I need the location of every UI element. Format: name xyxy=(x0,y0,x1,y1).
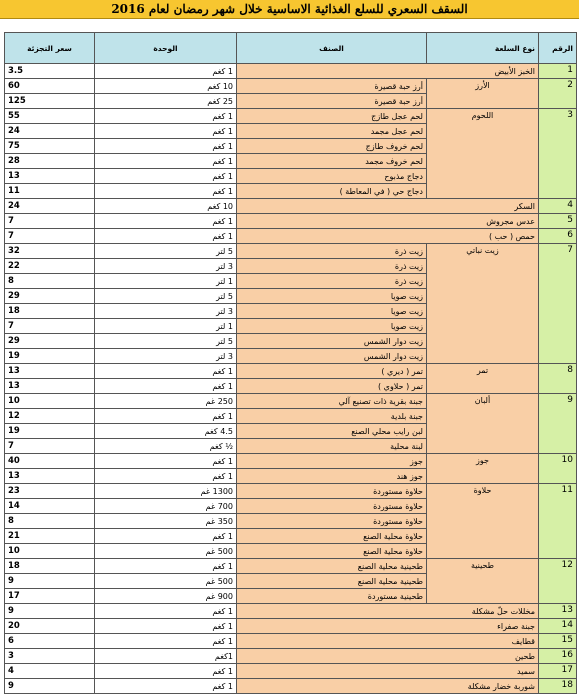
retail-price: 7 xyxy=(5,319,95,334)
retail-price: 3 xyxy=(5,649,95,664)
item-description: مخللات حلّ مشكلة xyxy=(237,604,539,619)
item-unit: 10 كغم xyxy=(95,199,237,214)
item-unit: 5 لتر xyxy=(95,289,237,304)
item-description: طحينية محلية الصنع xyxy=(237,574,427,589)
item-description: حلاوة مستوردة xyxy=(237,484,427,499)
table-row xyxy=(5,244,577,259)
commodity-type: جوز xyxy=(427,454,539,484)
item-description: زيت ذرة xyxy=(237,274,427,289)
item-description: زيت دوار الشمس xyxy=(237,334,427,349)
header-desc: الصنف xyxy=(237,33,427,64)
item-number: 12 xyxy=(539,559,577,604)
item-description: جوز xyxy=(237,454,427,469)
item-description: زيت صويا xyxy=(237,289,427,304)
retail-price: 24 xyxy=(5,124,95,139)
item-unit: 900 غم xyxy=(95,589,237,604)
item-description: لحم عجل طازج xyxy=(237,109,427,124)
retail-price: 55 xyxy=(5,109,95,124)
item-description: عدس مجروش xyxy=(237,214,539,229)
retail-price: 22 xyxy=(5,259,95,274)
table-row xyxy=(5,559,577,574)
item-description: سميد xyxy=(237,664,539,679)
retail-price: 60 xyxy=(5,79,95,94)
item-description: الخبز الأبيض xyxy=(237,64,539,79)
retail-price: 24 xyxy=(5,199,95,214)
item-unit: 1 كغم xyxy=(95,229,237,244)
retail-price: 29 xyxy=(5,334,95,349)
item-number: 16 xyxy=(539,649,577,664)
commodity-type: الأرز xyxy=(427,79,539,109)
retail-price: 40 xyxy=(5,454,95,469)
retail-price: 19 xyxy=(5,349,95,364)
item-description: أرز حبة قصيرة xyxy=(237,94,427,109)
item-description: لحم عجل مجمد xyxy=(237,124,427,139)
retail-price: 7 xyxy=(5,229,95,244)
item-number: 17 xyxy=(539,664,577,679)
header-unit: الوحدة xyxy=(95,33,237,64)
item-unit: 4.5 كغم xyxy=(95,424,237,439)
retail-price: 6 xyxy=(5,634,95,649)
retail-price: 7 xyxy=(5,214,95,229)
item-description: زيت صويا xyxy=(237,319,427,334)
item-unit: 10 كغم xyxy=(95,79,237,94)
price-table xyxy=(4,32,577,694)
retail-price: 23 xyxy=(5,484,95,499)
item-unit: 1 كغم xyxy=(95,364,237,379)
commodity-type: زيت نباتي xyxy=(427,244,539,364)
retail-price: 8 xyxy=(5,514,95,529)
retail-price: 18 xyxy=(5,304,95,319)
item-unit: 1 كغم xyxy=(95,679,237,694)
retail-price: 3.5 xyxy=(5,64,95,79)
item-unit: 1 كغم xyxy=(95,139,237,154)
item-unit: 1 كغم xyxy=(95,109,237,124)
item-unit: ½ كغم xyxy=(95,439,237,454)
table-header-row xyxy=(5,33,577,64)
item-number: 2 xyxy=(539,79,577,109)
item-description: حلاوة مستوردة xyxy=(237,514,427,529)
item-number: 15 xyxy=(539,634,577,649)
retail-price: 75 xyxy=(5,139,95,154)
item-unit: 1 كغم xyxy=(95,469,237,484)
item-unit: 3 لتر xyxy=(95,349,237,364)
retail-price: 9 xyxy=(5,679,95,694)
retail-price: 13 xyxy=(5,469,95,484)
item-unit: 1 لتر xyxy=(95,274,237,289)
item-unit: 1300 غم xyxy=(95,484,237,499)
item-unit: 1 كغم xyxy=(95,409,237,424)
header-price: سعر التجزئة xyxy=(5,33,95,64)
item-description: لبنة محلية xyxy=(237,439,427,454)
item-number: 11 xyxy=(539,484,577,559)
item-description: دجاج مذبوح xyxy=(237,169,427,184)
retail-price: 7 xyxy=(5,439,95,454)
item-unit: 500 غم xyxy=(95,574,237,589)
item-number: 13 xyxy=(539,604,577,619)
item-description: تمر ( حلاوي ) xyxy=(237,379,427,394)
commodity-type: تمر xyxy=(427,364,539,394)
retail-price: 8 xyxy=(5,274,95,289)
retail-price: 29 xyxy=(5,289,95,304)
retail-price: 13 xyxy=(5,364,95,379)
retail-price: 17 xyxy=(5,589,95,604)
item-unit: 1 لتر xyxy=(95,319,237,334)
retail-price: 4 xyxy=(5,664,95,679)
retail-price: 125 xyxy=(5,94,95,109)
item-description: لبن رايب محلي الصنع xyxy=(237,424,427,439)
item-description: جبنة بقرية ذات تصنيع آلي xyxy=(237,394,427,409)
commodity-type: اللحوم xyxy=(427,109,539,199)
item-unit: 1 كغم xyxy=(95,154,237,169)
retail-price: 19 xyxy=(5,424,95,439)
item-description: أرز حبة قصيرة xyxy=(237,79,427,94)
retail-price: 28 xyxy=(5,154,95,169)
item-unit: 1 كغم xyxy=(95,559,237,574)
retail-price: 20 xyxy=(5,619,95,634)
table-row xyxy=(5,649,577,664)
item-description: لحم خروف طازج xyxy=(237,139,427,154)
item-unit: 1 كغم xyxy=(95,184,237,199)
item-description: جبنة بلدية xyxy=(237,409,427,424)
item-description: زيت ذرة xyxy=(237,259,427,274)
table-row xyxy=(5,199,577,214)
item-description: دجاج حي ( في المعاطة ) xyxy=(237,184,427,199)
table-row xyxy=(5,64,577,79)
item-description: طحينية محلية الصنع xyxy=(237,559,427,574)
item-description: زيت ذرة xyxy=(237,244,427,259)
item-unit: 3 لتر xyxy=(95,304,237,319)
item-description: زيت دوار الشمس xyxy=(237,349,427,364)
item-unit: 1 كغم xyxy=(95,529,237,544)
item-unit: 1 كغم xyxy=(95,379,237,394)
retail-price: 32 xyxy=(5,244,95,259)
table-body xyxy=(5,64,577,694)
retail-price: 21 xyxy=(5,529,95,544)
item-description: طحين xyxy=(237,649,539,664)
item-number: 10 xyxy=(539,454,577,484)
item-number: 4 xyxy=(539,199,577,214)
item-description: السكر xyxy=(237,199,539,214)
item-description: زيت صويا xyxy=(237,304,427,319)
item-unit: 1 كغم xyxy=(95,664,237,679)
retail-price: 9 xyxy=(5,574,95,589)
commodity-type: حلاوة xyxy=(427,484,539,559)
item-unit: 1 كغم xyxy=(95,634,237,649)
item-description: حلاوة مستوردة xyxy=(237,499,427,514)
item-number: 18 xyxy=(539,679,577,694)
commodity-type: طحينية xyxy=(427,559,539,604)
item-unit: 5 لتر xyxy=(95,334,237,349)
header-type: نوع السلعة xyxy=(427,33,539,64)
table-row xyxy=(5,664,577,679)
item-description: حمص ( حب ) xyxy=(237,229,539,244)
item-unit: 5 لتر xyxy=(95,244,237,259)
item-description: جوز هند xyxy=(237,469,427,484)
table-row xyxy=(5,394,577,409)
retail-price: 18 xyxy=(5,559,95,574)
item-number: 1 xyxy=(539,64,577,79)
item-number: 9 xyxy=(539,394,577,454)
item-number: 8 xyxy=(539,364,577,394)
item-unit: 1 كغم xyxy=(95,64,237,79)
table-row xyxy=(5,484,577,499)
item-unit: 1 كغم xyxy=(95,124,237,139)
table-row xyxy=(5,604,577,619)
item-unit: 25 كغم xyxy=(95,94,237,109)
table-row xyxy=(5,229,577,244)
retail-price: 12 xyxy=(5,409,95,424)
table-row xyxy=(5,364,577,379)
table-row xyxy=(5,109,577,124)
item-unit: 1 كغم xyxy=(95,169,237,184)
item-unit: 1 كغم xyxy=(95,454,237,469)
item-number: 6 xyxy=(539,229,577,244)
retail-price: 10 xyxy=(5,544,95,559)
item-description: قطايف xyxy=(237,634,539,649)
page-title: السقف السعري للسلع الغذائية الاساسية خلال شهر رمضان لعام 2016 xyxy=(0,0,579,19)
item-description: طحينية مستوردة xyxy=(237,589,427,604)
table-row xyxy=(5,454,577,469)
item-number: 7 xyxy=(539,244,577,364)
retail-price: 9 xyxy=(5,604,95,619)
item-unit: 700 غم xyxy=(95,499,237,514)
item-unit: 1 كغم xyxy=(95,619,237,634)
table-row xyxy=(5,634,577,649)
item-number: 5 xyxy=(539,214,577,229)
item-description: حلاوة محلية الصنع xyxy=(237,544,427,559)
item-unit: 1 كغم xyxy=(95,214,237,229)
table-row xyxy=(5,79,577,94)
item-number: 3 xyxy=(539,109,577,199)
item-description: لحم خروف مجمد xyxy=(237,154,427,169)
item-description: حلاوة محلية الصنع xyxy=(237,529,427,544)
table-row xyxy=(5,214,577,229)
retail-price: 10 xyxy=(5,394,95,409)
table-row xyxy=(5,679,577,694)
table-row xyxy=(5,619,577,634)
header-num: الرقم xyxy=(539,33,577,64)
item-description: شوربة خضار مشكلة xyxy=(237,679,539,694)
item-description: تمر ( ديري ) xyxy=(237,364,427,379)
item-unit: 350 غم xyxy=(95,514,237,529)
item-unit: 1كغم xyxy=(95,649,237,664)
retail-price: 13 xyxy=(5,169,95,184)
retail-price: 11 xyxy=(5,184,95,199)
item-unit: 500 غم xyxy=(95,544,237,559)
retail-price: 14 xyxy=(5,499,95,514)
item-unit: 3 لتر xyxy=(95,259,237,274)
commodity-type: ألبان xyxy=(427,394,539,454)
item-number: 14 xyxy=(539,619,577,634)
retail-price: 13 xyxy=(5,379,95,394)
item-description: جبنة صفراء xyxy=(237,619,539,634)
item-unit: 250 غم xyxy=(95,394,237,409)
item-unit: 1 كغم xyxy=(95,604,237,619)
